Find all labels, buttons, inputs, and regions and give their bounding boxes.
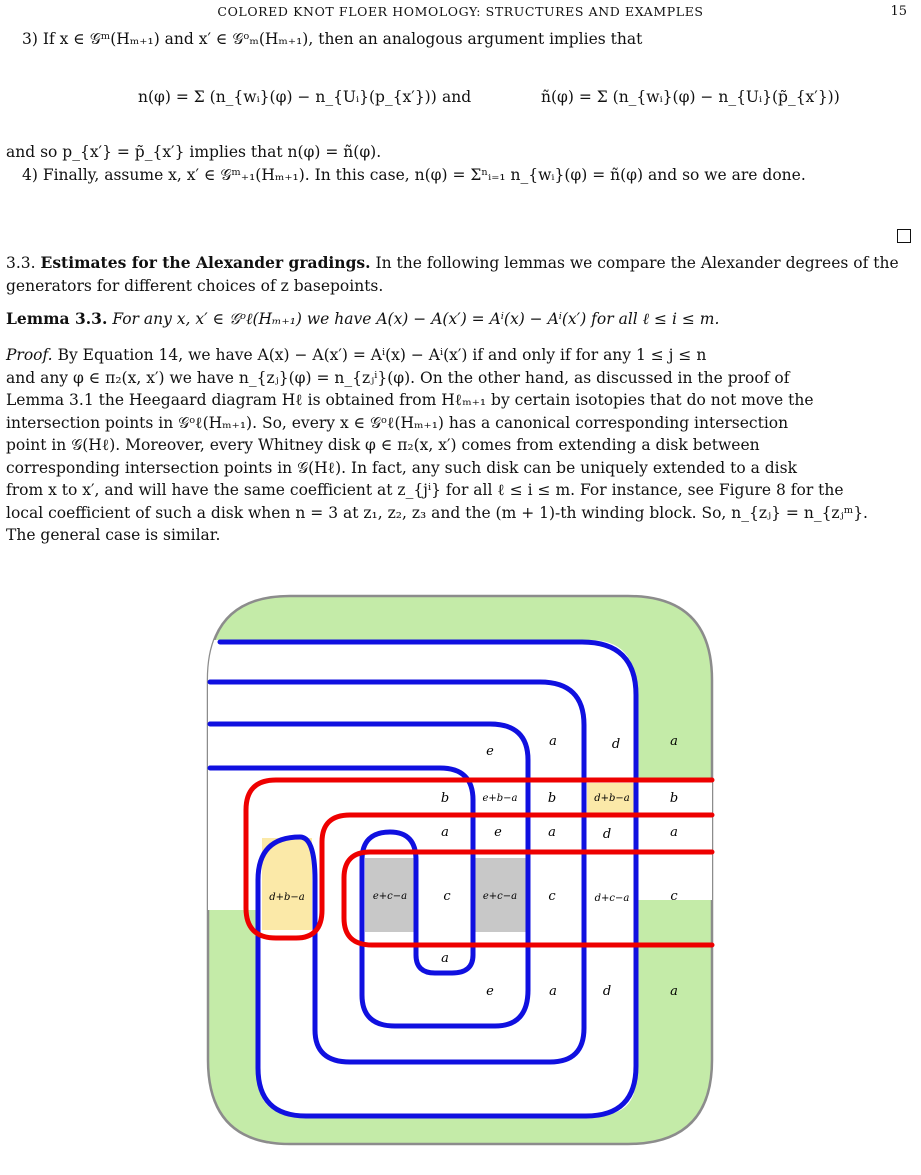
label-b: b	[669, 791, 679, 806]
proof-line: local coefficient of such a disk when n = 3 at z₁, z₂, z₃ and the (m + 1)-th winding block. So, n_{zⱼ} = n_{zⱼᵐ}.	[6, 503, 868, 522]
label-d-bottom: d	[602, 984, 612, 999]
proof-line: from x to x′, and will have the same coefficient at z_{jⁱ} for all ℓ ≤ i ≤ m. For instance, see Figure 8 for the	[6, 481, 844, 499]
proof-line: The general case is similar.	[6, 526, 221, 544]
case3-lead-text: 3) If x ∈ 𝒢ᵐ(Hₘ₊₁) and x′ ∈ 𝒢ᵒₘ(Hₘ₊₁), then an analogous argument implies that	[22, 30, 643, 48]
proof-line: point in 𝒢(Hℓ). Moreover, every Whitney disk φ ∈ π₂(x, x′) comes from extending a disk between	[6, 436, 760, 454]
proof-line: intersection points in 𝒢ᵒℓ(Hₘ₊₁). So, every x ∈ 𝒢ᵒℓ(Hₘ₊₁) has a canonical corresponding intersection	[6, 413, 789, 432]
label-c: c	[670, 889, 678, 904]
proof-line: and any φ ∈ π₂(x, x′) we have n_{zⱼ}(φ) = n_{zⱼⁱ}(φ). On the other hand, as discussed in the proof of	[6, 368, 790, 387]
proof-line: Lemma 3.1 the Heegaard diagram Hℓ is obtained from Hℓₘ₊₁ by certain isotopies that do not move the	[6, 391, 814, 409]
proof-label: Proof.	[6, 346, 53, 364]
proof-line: By Equation 14, we have A(x) − A(x′) = Aⁱ(x) − Aⁱ(x′) if and only if for any 1 ≤ j ≤ n	[57, 346, 707, 364]
label-e-plus-c-minus-a: e+c−a	[482, 891, 518, 902]
label-d-plus-b-minus-a: d+b−a	[594, 793, 630, 804]
label-a: a	[441, 825, 449, 840]
label-c: c	[443, 889, 451, 904]
label-a-bottom: a	[549, 984, 557, 999]
proof-line: corresponding intersection points in 𝒢(Hℓ). In fact, any such disk can be uniquely extended to a disk	[6, 458, 797, 477]
label-e-bottom: e	[486, 984, 494, 999]
label-a: a	[548, 825, 556, 840]
section-number: 3.3.	[6, 254, 36, 272]
label-d: d	[602, 827, 612, 842]
label-e: e	[494, 825, 502, 840]
label-a-top-right: a	[670, 734, 678, 749]
label-d-top: d	[611, 737, 621, 752]
yellow-left-region	[262, 838, 312, 930]
label-a-bottom-right: a	[670, 984, 678, 999]
label-a: a	[670, 825, 678, 840]
label-b: b	[547, 791, 557, 806]
case3-equation-right: ñ(φ) = Σ (n_{wᵢ}(φ) − n_{Uᵢ}(p̃_{x′}))	[541, 88, 840, 106]
lemma-label: Lemma 3.3.	[6, 309, 108, 328]
label-b: b	[440, 791, 450, 806]
label-a-u: a	[441, 951, 449, 966]
label-a-top: a	[549, 734, 557, 749]
lemma-statement: For any x, x′ ∈ 𝒢ᵒℓ(Hₘ₊₁) we have A(x) − A(x′) = Aⁱ(x) − Aⁱ(x′) for all ℓ ≤ i ≤ m.	[112, 310, 720, 328]
case3-equation-and: and	[442, 88, 472, 106]
label-e-top: e	[486, 744, 494, 759]
section-intro: In the following lemmas we compare the Alexander degrees of the generators for different choices of z basepoints.	[6, 254, 899, 295]
label-e-plus-b-minus-a: e+b−a	[482, 793, 518, 804]
section-title: Estimates for the Alexander gradings.	[40, 253, 371, 272]
label-d-plus-b-minus-a-left: d+b−a	[269, 892, 305, 903]
running-head: COLORED KNOT FLOER HOMOLOGY: STRUCTURES AND EXAMPLES	[217, 4, 704, 19]
label-e-plus-c-minus-a: e+c−a	[372, 891, 408, 902]
page-number: 15	[890, 4, 907, 19]
label-d-plus-c-minus-a: d+c−a	[594, 893, 630, 904]
case3-equation-left: n(φ) = Σ (n_{wᵢ}(φ) − n_{Uᵢ}(p_{x′}))	[138, 88, 437, 106]
case3-conclusion: and so p_{x′} = p̃_{x′} implies that n(φ) = ñ(φ).	[6, 143, 382, 161]
label-c: c	[548, 889, 556, 904]
case4-text: 4) Finally, assume x, x′ ∈ 𝒢ᵐ₊₁(Hₘ₊₁). In this case, n(φ) = Σⁿᵢ₌₁ n_{wᵢ}(φ) = ñ(φ) and so we are done.	[22, 166, 806, 184]
